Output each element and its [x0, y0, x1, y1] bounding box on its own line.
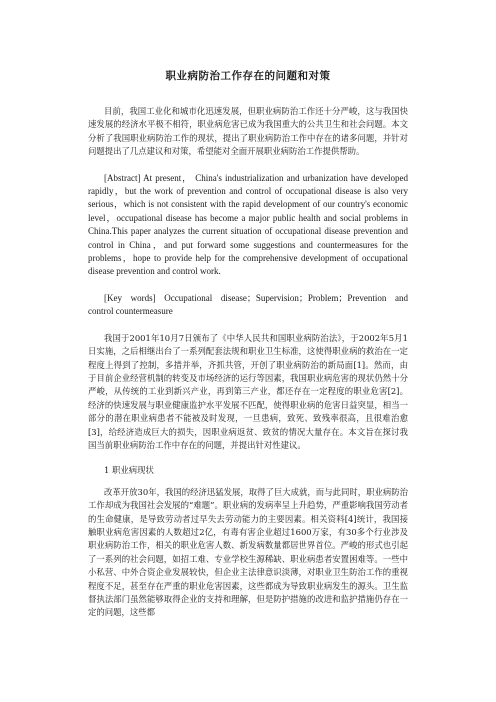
section-body-paragraph: 改革开放30年，我国的经济迅猛发展，取得了巨大成就，而与此同时，职业病防治工作却成为我国社会发展的“难题”。职业病的发病率呈上升趋势，严重影响我国劳动者的生命健康，是导致劳动者过早失去劳动能力的主要因素。相关资料[4]统计，我国接触职业病危害因素的人数超过2亿，有毒有害企业超过1600万家，有30多个行业涉及职业病防治工作，相关的职业危害人数、新发病数量都居世界首位。严峻的形式也引起了一系列的社会问题，如招工难、专业学校生源稀缺、职业病患者安置困难等。一些中小私营、中外合资企业发展较快，但企业主法律意识淡薄，对职业卫生防治工作的重视程度不足，甚至存在严重的职业危害因素，这些都成为导致职业病发生的源头。卫生监督执法部门虽然能够取得企业的支持和理解，但是防护措施的改进和监护措施仍存在一定的问题，这些都 — [88, 486, 408, 618]
abstract-english: [Abstract] At present， China's industrialization and urbanization have developed rapidly，but the work of prevention and control of occupational disease is also very serious，which is not consistent with the rapid development of our country's economic level，occupational disease has become a major public health and social problems in China.This paper analyzes the current situation of occupational disease prevention and control in China，and put forward some suggestions and countermeasures for the problems，hope to provide help for the comprehensive development of occupational disease prevention and control work. — [88, 172, 408, 277]
keywords-english: [Key words] Occupational disease；Supervision；Problem；Prevention and control countermeasure — [88, 292, 408, 317]
introduction-paragraph: 我国于2001年10月7日颁布了《中华人民共和国职业病防治法》，于2002年5月1日实施，之后相继出台了一系列配套法规和职业卫生标准，这使得职业病的救治在一定程度上得到了控制，多措并举，齐抓共管，开创了职业病防治的新局面[1]。然而，由于目前企业经营机制的转变及市场经济的运行等因素，我国职业病危害的现状仍然十分严峻，从传统的工业到新兴产业，再到第三产业，都还存在一定程度的职业危害[2]。经济的快速发展与职业健康监护水平发展不匹配，使得职业病的危害日益突显，相当一部分的潜在职业病患者不能被及时发现，一旦患病，致死、致残率很高，且很难治愈[3]，给经济造成巨大的损失，因职业病返贫、致贫的情况大量存在。本文旨在探讨我国当前职业病防治工作中存在的问题，并提出针对性建议。 — [88, 332, 408, 450]
paper-title: 职业病防治工作存在的问题和对策 — [165, 70, 331, 82]
abstract-chinese: 目前，我国工业化和城市化迅速发展，但职业病防治工作还十分严峻，这与我国快速发展的经济水平极不相符，职业病危害已成为我国重大的公共卫生和社会问题。本文分析了我国职业病防治工作的现状，提出了职业病防治工作中存在的诸多问题，并针对问题提出了几点建议和对策，希望能对全面开展职业病防治工作提供帮助。 — [88, 106, 408, 157]
section-heading: 1 职业病现状 — [104, 465, 154, 476]
